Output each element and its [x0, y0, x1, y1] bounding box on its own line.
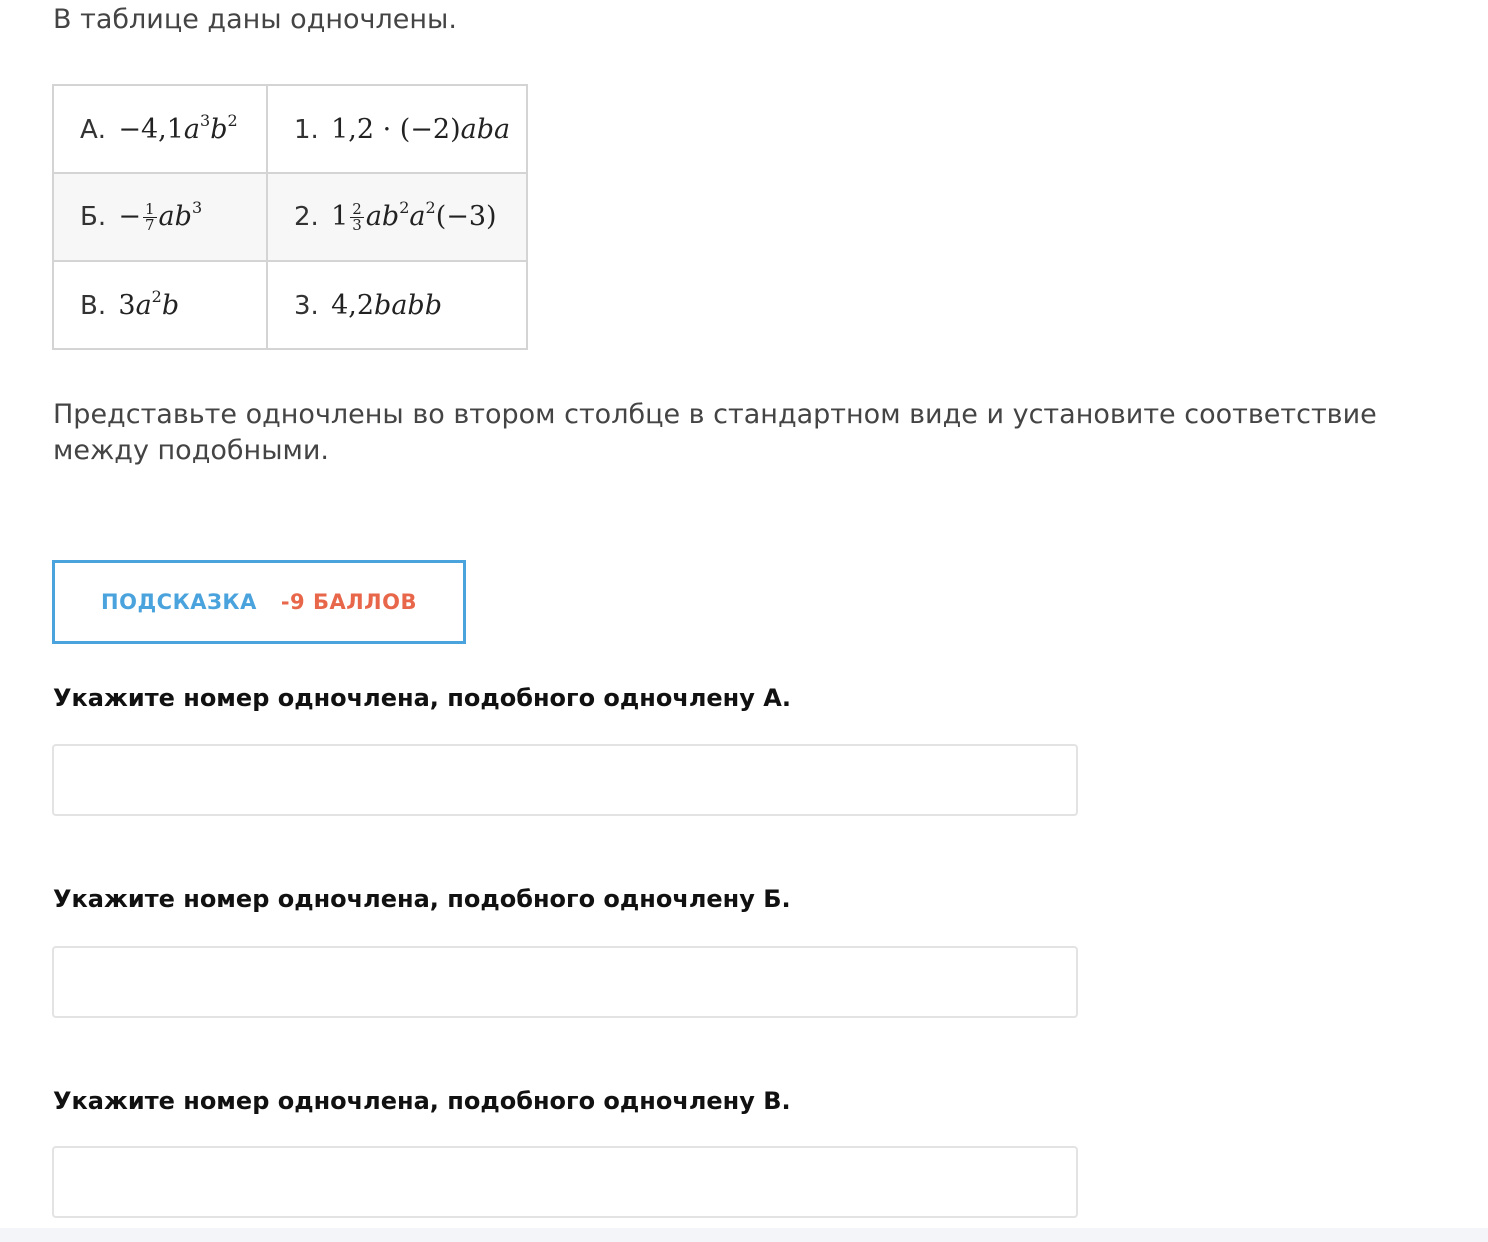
- table-row: [53, 261, 527, 349]
- whole-part: 1: [331, 201, 349, 232]
- variable: ab: [365, 201, 400, 232]
- monomial-b-cell: [53, 173, 267, 261]
- answer-a-input[interactable]: [52, 744, 1078, 816]
- variable: aba: [460, 113, 511, 145]
- monomial-label: В.: [80, 290, 107, 321]
- monomial-label: 1.: [294, 114, 319, 145]
- variable: b: [210, 113, 228, 145]
- monomial-a-cell: [53, 85, 267, 173]
- intro-text: В таблице даны одночлены.: [53, 4, 457, 35]
- coefficient: 4,2: [331, 289, 375, 321]
- monomial-3-cell: [267, 261, 527, 349]
- monomial-expression: [331, 114, 510, 145]
- coefficient: 3: [118, 289, 136, 321]
- sign: −: [118, 201, 141, 232]
- question-b-label: Укажите номер одночлена, подобного одночлену Б.: [53, 885, 791, 913]
- fraction-numerator: 1: [145, 200, 155, 218]
- variable: b: [161, 289, 180, 321]
- monomial-v-cell: [53, 261, 267, 349]
- monomial-1-cell: [267, 85, 527, 173]
- variable: ab: [158, 201, 192, 232]
- fraction-denominator: 3: [352, 216, 362, 234]
- question-v-label: Укажите номер одночлена, подобного одночлену В.: [53, 1087, 791, 1115]
- variable: a: [135, 289, 152, 321]
- exponent: 2: [425, 198, 436, 217]
- monomial-expression: [331, 198, 497, 234]
- hint-button[interactable]: [52, 560, 466, 644]
- monomial-label: Б.: [80, 202, 107, 232]
- fraction-numerator: 2: [352, 200, 362, 218]
- exponent: 3: [191, 198, 203, 217]
- monomial-expression: [331, 290, 442, 321]
- monomial-expression: [118, 110, 238, 145]
- monomial-label: 2.: [294, 202, 319, 232]
- variable: babb: [374, 289, 442, 321]
- monomial-2-cell: [267, 173, 527, 261]
- task-text: Представьте одночлены во втором столбце в стандартном виде и установите соответствие между подобными.: [53, 399, 1377, 466]
- coefficient: 1,2 · (−2): [331, 113, 461, 145]
- monomials-table: [52, 84, 528, 350]
- coefficient: −4,1: [118, 113, 184, 145]
- hint-cost: -9 БАЛЛОВ: [280, 590, 417, 614]
- table-row: [53, 173, 527, 261]
- exponent: 2: [151, 286, 162, 306]
- monomial-expression: [118, 286, 180, 321]
- footer-strip: [0, 1228, 1488, 1242]
- monomial-label: А.: [80, 114, 107, 145]
- exponent: 3: [200, 110, 211, 130]
- hint-label: ПОДСКАЗКА: [101, 590, 257, 614]
- question-a-label: Укажите номер одночлена, подобного одночлену А.: [53, 684, 791, 712]
- variable: a: [183, 113, 200, 145]
- table-row: [53, 85, 527, 173]
- fraction: [143, 202, 157, 233]
- fraction-denominator: 7: [145, 216, 155, 234]
- variable: a: [409, 201, 426, 232]
- monomial-label: 3.: [294, 290, 319, 321]
- monomial-expression: [118, 198, 203, 234]
- exponent: 2: [399, 198, 410, 217]
- exponent: 2: [227, 110, 238, 130]
- answer-b-input[interactable]: [52, 946, 1078, 1018]
- factor: (−3): [435, 201, 497, 232]
- fraction: [350, 202, 364, 233]
- answer-v-input[interactable]: [52, 1146, 1078, 1218]
